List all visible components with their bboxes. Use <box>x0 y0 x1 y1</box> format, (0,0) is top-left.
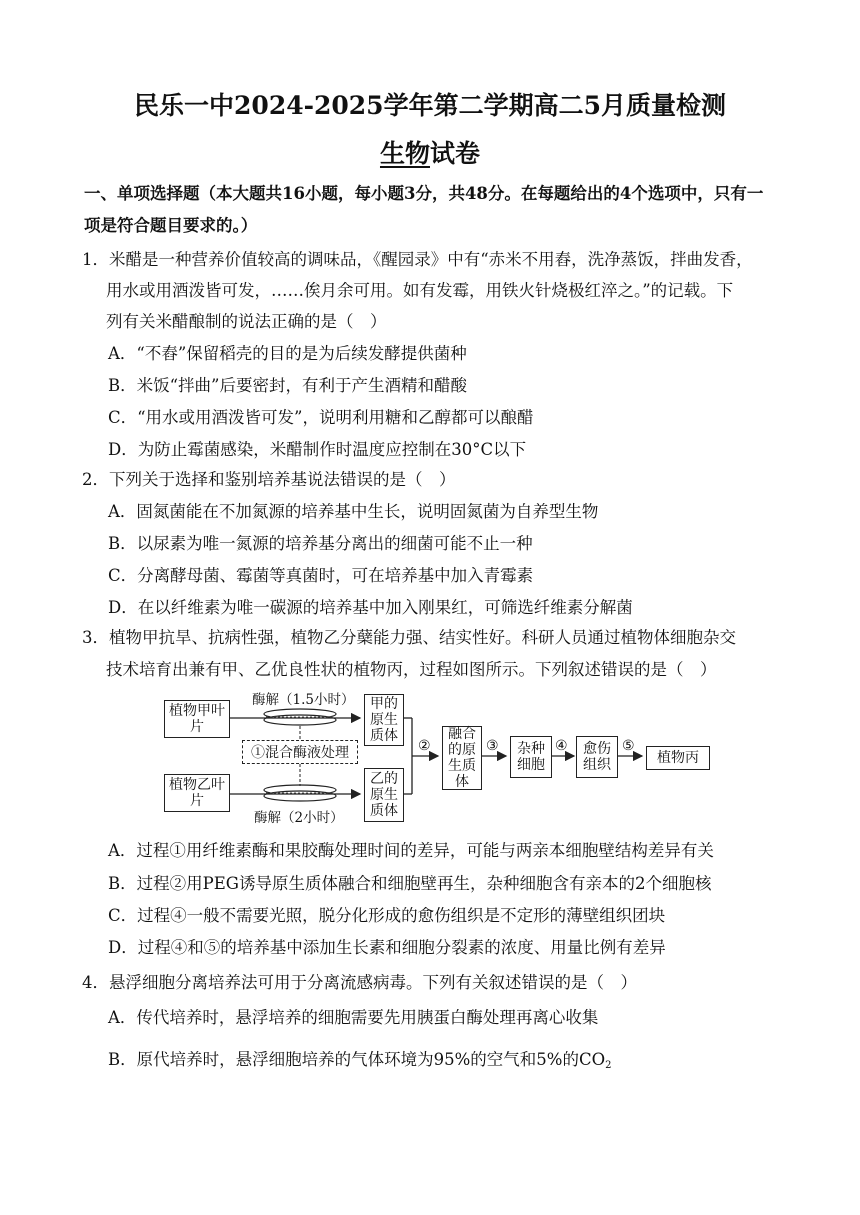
subtitle-rest: 试卷 <box>430 139 481 168</box>
protoplast-b-box: 乙的原生质体 <box>364 768 404 822</box>
q1-stem-line1: 1．米醋是一种营养价值较高的调味品，《醒园录》中有“赤米不用舂，洗净蒸饭，拌曲发香， <box>82 250 753 269</box>
q3-option-c: C．过程④一般不需要光照，脱分化形成的愈伤组织是不定形的薄壁组织团块 <box>108 906 666 925</box>
q4-option-b <box>108 1050 612 1076</box>
step-2-label: ② <box>418 738 431 754</box>
leaf-a-box: 植物甲叶片 <box>164 700 230 738</box>
q1-stem-line3: 列有关米醋酿制的说法正确的是（ ） <box>106 312 387 331</box>
q2-option-b: B．以尿素为唯一氮源的培养基分离出的细菌可能不止一种 <box>108 534 533 553</box>
mix-enzyme-box: ①混合酶液处理 <box>242 740 358 764</box>
q3-stem-line1: 3．植物甲抗旱、抗病性强，植物乙分蘖能力强、结实性好。科研人员通过植物体细胞杂交 <box>82 628 736 647</box>
subject-name: 生物 <box>379 139 430 168</box>
step-3-label: ③ <box>486 738 499 754</box>
q2-option-c: C．分离酵母菌、霉菌等真菌时，可在培养基中加入青霉素 <box>108 566 534 585</box>
q3-option-d: D．过程④和⑤的培养基中添加生长素和细胞分裂素的浓度、用量比例有差异 <box>108 938 666 957</box>
enzyme-label-a: 酶解（1.5小时） <box>252 692 355 708</box>
section-heading-line1: 一、单项选择题（本大题共16小题，每小题3分，共48分。在每题给出的4个选项中，只有一 <box>84 184 764 203</box>
q1-option-d: D．为防止霉菌感染，米醋制作时温度应控制在30°C以下 <box>108 440 527 459</box>
protoplast-a-box: 甲的原生质体 <box>364 694 404 746</box>
hybridization-diagram <box>160 690 716 826</box>
page-subtitle <box>0 134 860 170</box>
leaf-b-box: 植物乙叶片 <box>164 774 230 812</box>
q1-option-b: B．米饭“拌曲”后要密封，有利于产生酒精和醋酸 <box>108 376 467 395</box>
page-title: 民乐一中2024-2025学年第二学期高二5月质量检测 <box>134 91 726 120</box>
hybrid-cell-box: 杂种细胞 <box>510 736 552 778</box>
q2-stem-line1: 2．下列关于选择和鉴别培养基说法错误的是（ ） <box>82 470 456 489</box>
q1-option-a: A．“不舂”保留稻壳的目的是为后续发酵提供菌种 <box>108 344 467 363</box>
step-4-label: ④ <box>555 738 568 754</box>
q4-option-a: A．传代培养时，悬浮培养的细胞需要先用胰蛋白酶处理再离心收集 <box>108 1008 599 1027</box>
q3-option-a: A．过程①用纤维素酶和果胶酶处理时间的差异，可能与两亲本细胞壁结构差异有关 <box>108 841 714 860</box>
q2-option-d: D．在以纤维素为唯一碳源的培养基中加入刚果红，可筛选纤维素分解菌 <box>108 598 633 617</box>
q3-stem-line2: 技术培育出兼有甲、乙优良性状的植物丙，过程如图所示。下列叙述错误的是（ ） <box>106 660 717 679</box>
fused-protoplast-box: 融合的原生质体 <box>442 726 482 790</box>
co2-formula: $CO_2$ <box>578 1050 612 1071</box>
step-5-label: ⑤ <box>622 738 635 754</box>
q4-option-b-text: B．原代培养时，悬浮细胞培养的气体环境为95%的空气和5%的 <box>108 1050 579 1069</box>
q2-option-a: A．固氮菌能在不加氮源的培养基中生长，说明固氮菌为自养型生物 <box>108 502 599 521</box>
plant-c-box: 植物丙 <box>646 746 710 770</box>
q3-option-b: B．过程②用PEG诱导原生质体融合和细胞壁再生，杂种细胞含有亲本的2个细胞核 <box>108 874 712 893</box>
section-heading-line2: 项是符合题目要求的。） <box>84 216 258 235</box>
q1-stem-line2: 用水或用酒泼皆可发，……俟月余可用。如有发霉，用铁火针烧极红淬之。”的记载。下 <box>106 281 734 300</box>
q4-stem-line1: 4．悬浮细胞分离培养法可用于分离流感病毒。下列有关叙述错误的是（ ） <box>82 973 637 992</box>
enzyme-label-b: 酶解（2小时） <box>254 810 344 826</box>
callus-box: 愈伤组织 <box>576 736 618 778</box>
q1-option-c: C．“用水或用酒泼皆可发”，说明利用糖和乙醇都可以酿醋 <box>108 408 534 427</box>
